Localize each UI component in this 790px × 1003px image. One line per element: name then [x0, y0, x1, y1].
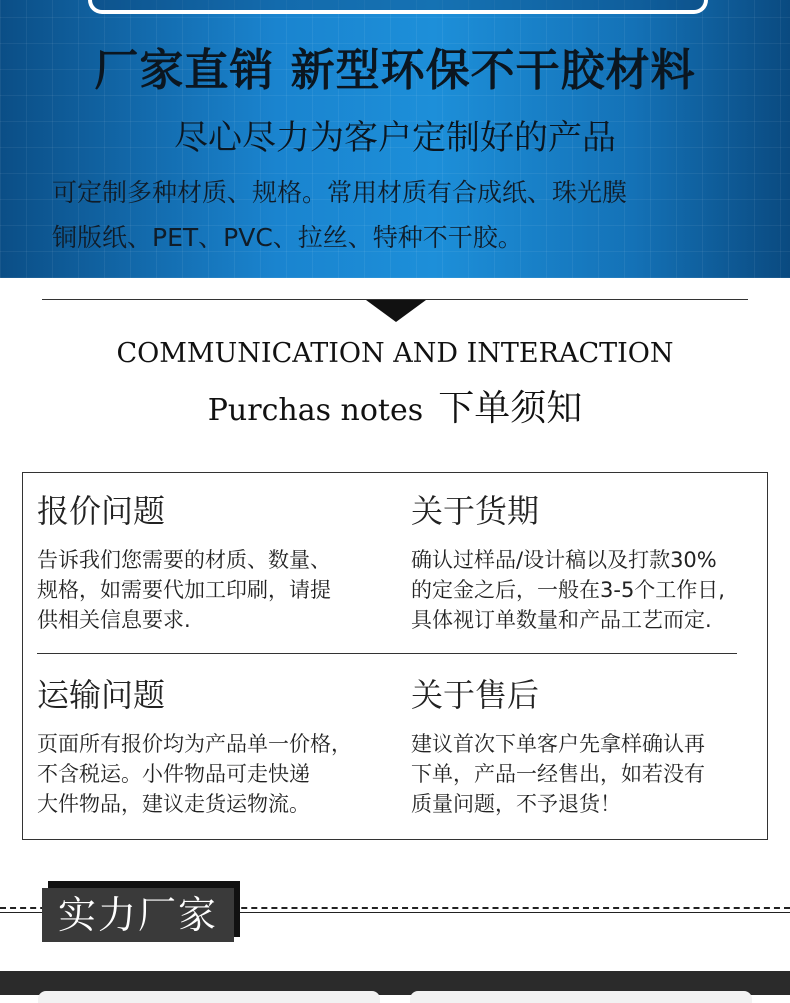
strength-factory-label: 实力厂家 [42, 888, 234, 942]
notes-divider [37, 653, 737, 654]
hero-description [52, 170, 782, 260]
note-line: 具体视订单数量和产品工艺而定. [411, 608, 712, 632]
note-line: 大件物品，建议走货运物流。 [37, 792, 310, 816]
note-line: 不含税运。小件物品可走快递 [37, 762, 310, 786]
note-delivery [411, 491, 771, 635]
note-shipping [37, 675, 397, 819]
note-title: 关于售后 [411, 676, 540, 714]
note-line: 下单，产品一经售出，如若没有 [411, 762, 705, 786]
note-body [411, 729, 771, 819]
note-quote [37, 491, 397, 635]
hero-banner [0, 0, 790, 278]
hero-frame [88, 0, 708, 14]
hero-desc-line: 铜版纸、PET、PVC、拉丝、特种不干胶。 [52, 223, 523, 252]
note-line: 确认过样品/设计稿以及打款30% [411, 548, 717, 572]
hero-desc-line: 可定制多种材质、规格。常用材质有合成纸、珠光膜 [52, 178, 628, 207]
purchase-notes-zh: 下单须知 [438, 388, 583, 429]
note-body [37, 545, 397, 635]
purchase-notes-box [22, 472, 768, 840]
note-body [411, 545, 771, 635]
note-line: 供相关信息要求. [37, 608, 191, 632]
hero-subtitle: 尽心尽力为客户定制好的产品 [174, 118, 616, 158]
purchase-notes-heading [0, 380, 790, 431]
image-card-top [410, 991, 752, 1003]
purchase-notes-en: Purchas notes [207, 393, 424, 428]
english-heading: COMMUNICATION AND INTERACTION [116, 338, 674, 369]
note-title: 运输问题 [37, 676, 166, 714]
note-line: 建议首次下单客户先拿样确认再 [411, 732, 705, 756]
note-line: 页面所有报价均为产品单一价格， [37, 732, 352, 756]
note-line: 的定金之后，一般在3-5个工作日, [411, 578, 725, 602]
bottom-dark-bar [0, 971, 790, 995]
down-triangle-icon [366, 300, 426, 322]
note-line: 质量问题，不予退货！ [411, 792, 621, 816]
note-line: 规格，如需要代加工印刷，请提 [37, 578, 331, 602]
image-card-top [38, 991, 380, 1003]
note-title: 报价问题 [37, 492, 166, 530]
note-body [37, 729, 397, 819]
note-after-sales [411, 675, 771, 819]
note-line: 告诉我们您需要的材质、数量、 [37, 548, 331, 572]
note-title: 关于货期 [411, 492, 540, 530]
hero-title: 厂家直销 新型环保不干胶材料 [94, 45, 696, 96]
